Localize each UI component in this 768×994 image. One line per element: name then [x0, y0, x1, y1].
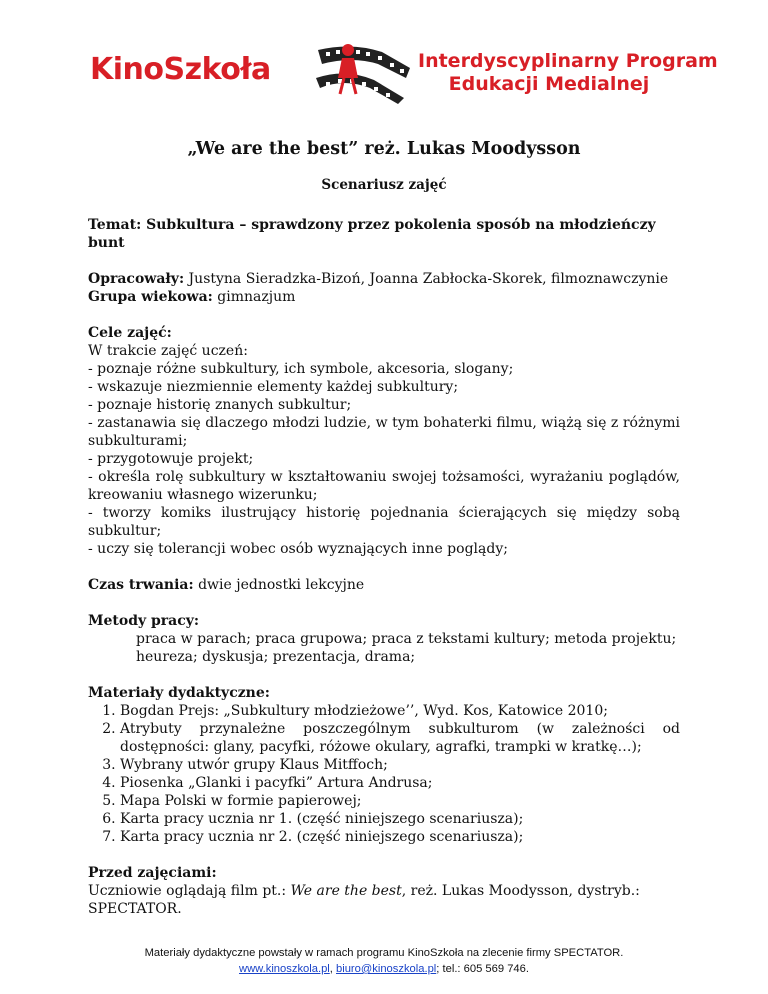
duration-label: Czas trwania:: [88, 577, 194, 593]
age-value: gimnazjum: [212, 289, 296, 305]
authors-value: Justyna Sieradzka-Bizoń, Joanna Zabłocka-Skorek, filmoznawczynie: [184, 271, 669, 287]
program-line-1: Interdyscyplinarny Program: [418, 50, 718, 72]
before-text-end: , reż. Lukas Moodysson, dystryb.: SPECTATOR.: [88, 883, 640, 917]
program-line-2: Edukacji Medialnej: [448, 73, 650, 95]
website-link[interactable]: www.kinoszkola.pl: [239, 963, 330, 975]
duration-value: dwie jednostki lekcyjne: [193, 577, 365, 593]
before-text-start: Uczniowie oglądają film pt.:: [88, 883, 291, 899]
footer-separator: ,: [329, 963, 336, 975]
list-item: 1. Bogdan Prejs: „Subkultury młodzieżowe’’, Wyd. Kos, Katowice 2010;: [120, 702, 680, 720]
goals-section: [88, 324, 680, 558]
page-footer: [88, 945, 680, 977]
authors-label: Opracowały:: [88, 271, 185, 287]
methods-section: [88, 612, 680, 666]
film-title: We are the best: [290, 883, 402, 899]
topic: Temat: Subkultura – sprawdzony przez pokolenia sposób na młodzieńczy bunt: [88, 217, 656, 251]
goal-item: - tworzy komiks ilustrujący historię pojednania ścierających się między sobą subkultur;: [88, 505, 680, 539]
goal-item: - poznaje różne subkultury, ich symbole, akcesoria, slogany;: [88, 361, 514, 377]
phone-text: ; tel.: 605 569 746.: [436, 963, 529, 975]
goals-intro: W trakcie zajęć uczeń:: [88, 343, 248, 359]
goal-item: - przygotowuje projekt;: [88, 451, 254, 467]
goals-heading: Cele zajęć:: [88, 325, 172, 341]
list-item: 7. Karta pracy ucznia nr 2. (część niniejszego scenariusza);: [120, 828, 680, 846]
header-banner: [88, 38, 718, 106]
materials-list: [88, 702, 680, 846]
film-reel-icon: [312, 38, 416, 106]
list-item: 5. Mapa Polski w formie papierowej;: [120, 792, 680, 810]
list-item: 2. Atrybuty przynależne poszczególnym subkulturom (w zależności od dostępności: glany, pacyfki, różowe okulary, agrafki, trampki w kratkę…);: [120, 720, 680, 756]
goal-item: - poznaje historię znanych subkultur;: [88, 397, 352, 413]
document-title: „We are the best” reż. Lukas Moodysson: [187, 139, 581, 159]
footer-line: Materiały dydaktyczne powstały w ramach programu KinoSzkoła na zlecenie firmy SPECTATOR.: [144, 947, 624, 959]
document-body: [88, 140, 680, 918]
materials-section: [88, 684, 680, 846]
program-title: [418, 50, 718, 96]
goal-item: - zastanawia się dlaczego młodzi ludzie, w tym bohaterki filmu, wiążą się z różnymi subkulturami;: [88, 415, 680, 449]
before-text: [88, 882, 680, 918]
footer-contact: [88, 961, 680, 977]
kinoszkola-logo: KinoSzkoła: [90, 52, 271, 87]
age-label: Grupa wiekowa:: [88, 289, 213, 305]
goal-item: - określa rolę subkultury w kształtowaniu swojej tożsamości, wyrażaniu poglądów, kreowaniu własnego wizerunku;: [88, 469, 680, 503]
list-item: 4. Piosenka „Glanki i pacyfki” Artura Andrusa;: [120, 774, 680, 792]
materials-heading: Materiały dydaktyczne:: [88, 685, 270, 701]
list-item: 3. Wybrany utwór grupy Klaus Mitffoch;: [120, 756, 680, 774]
list-item: 6. Karta pracy ucznia nr 1. (część niniejszego scenariusza);: [120, 810, 680, 828]
authors-section: [88, 270, 680, 306]
goal-item: - uczy się tolerancji wobec osób wyznających inne poglądy;: [88, 541, 508, 557]
methods-heading: Metody pracy:: [88, 613, 200, 629]
methods-text: praca w parach; praca grupowa; praca z tekstami kultury; metoda projektu; heureza; dyskusja; prezentacja, drama;: [136, 631, 677, 665]
document-subtitle: Scenariusz zajęć: [321, 177, 447, 193]
duration: [88, 576, 680, 594]
email-link[interactable]: biuro@kinoszkola.pl: [336, 963, 437, 975]
before-section: [88, 864, 680, 918]
goal-item: - wskazuje niezmiennie elementy każdej subkultury;: [88, 379, 459, 395]
before-heading: Przed zajęciami:: [88, 865, 217, 881]
